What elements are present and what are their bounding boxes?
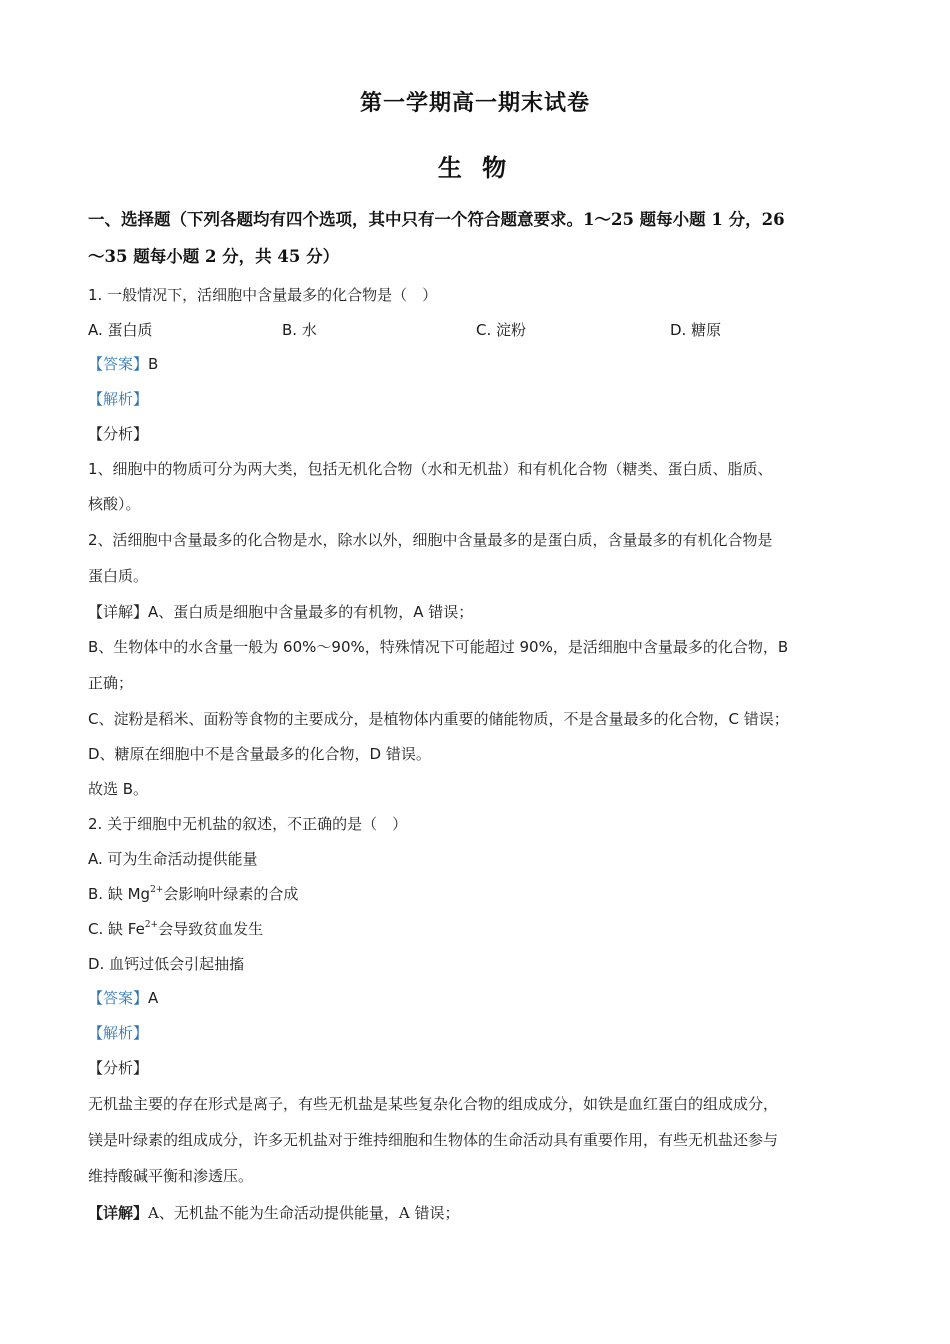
detail-label: 【详解】: [88, 603, 149, 621]
question-2-analysis-label: 【分析】: [88, 1059, 149, 1077]
question-2-option-b: [88, 884, 298, 904]
question-2-analysis-line: 无机盐主要的存在形式是离子，有些无机盐是某些复杂化合物的组成成分，如铁是血红蛋白的组成成分，: [88, 1095, 779, 1113]
question-1-conclusion: 故选 B。: [88, 780, 149, 798]
subject-title: 生 物: [437, 153, 513, 182]
detail-text: A、无机盐不能为生命活动提供能量，A 错误；: [148, 1204, 460, 1222]
option-text: D. 血钙过低会引起抽搐: [88, 955, 245, 973]
option-text: A. 可为生命活动提供能量: [88, 850, 258, 868]
option-text: B. 缺 Mg: [88, 885, 151, 903]
ion-charge: 2+: [150, 885, 164, 895]
option-text: 会导致贫血发生: [158, 920, 264, 938]
question-1-analysis-line: 1、细胞中的物质可分为两大类，包括无机化合物（水和无机盐）和有机化合物（糖类、蛋白质、脂质、: [88, 460, 773, 478]
detail-label: 【详解】: [88, 1204, 149, 1222]
question-2-detail: [88, 1203, 459, 1223]
question-1-explanation-label: 【解析】: [88, 390, 149, 408]
question-1-detail-line: B、生物体中的水含量一般为 60%～90%，特殊情况下可能超过 90%，是活细胞中含量最多的化合物，B: [88, 638, 789, 656]
question-2-answer: [88, 988, 158, 1008]
question-1-stem: 1. 一般情况下，活细胞中含量最多的化合物是（ ）: [88, 286, 438, 304]
question-1-option-c: C. 淀粉: [476, 321, 527, 339]
answer-label: 【答案】: [88, 355, 149, 373]
question-1-answer: [88, 354, 158, 374]
question-1-option-d: D. 糖原: [670, 321, 722, 339]
answer-label: 【答案】: [88, 989, 149, 1007]
question-2-option-d: [88, 954, 244, 974]
question-1-analysis-line: 蛋白质。: [88, 567, 149, 585]
option-text: C. 缺 Fe: [88, 920, 145, 938]
question-1-analysis-label: 【分析】: [88, 425, 149, 443]
question-2-option-a: [88, 849, 258, 869]
question-1-detail: [88, 602, 473, 622]
section-heading-line2: ～35 题每小题 2 分，共 45 分）: [88, 247, 340, 266]
document-title: 第一学期高一期末试卷: [359, 90, 590, 116]
answer-value: B: [148, 355, 159, 373]
question-2-analysis-line: 维持酸碱平衡和渗透压。: [88, 1167, 254, 1185]
question-2-option-c: [88, 919, 263, 939]
question-2-analysis-line: 镁是叶绿素的组成成分，许多无机盐对于维持细胞和生物体的生命活动具有重要作用，有些无机盐还参与: [88, 1131, 779, 1149]
question-2-stem: 2. 关于细胞中无机盐的叙述，不正确的是（ ）: [88, 815, 408, 833]
question-1-detail-line: 正确；: [88, 674, 134, 692]
ion-charge: 2+: [144, 920, 159, 930]
answer-value: A: [148, 989, 159, 1007]
question-1-option-b: B. 水: [282, 321, 317, 339]
question-1-option-a: A. 蛋白质: [88, 321, 153, 339]
question-1-analysis-line: 核酸）。: [88, 495, 141, 513]
question-2-explanation-label: 【解析】: [88, 1024, 149, 1042]
question-1-analysis-line: 2、活细胞中含量最多的化合物是水，除水以外，细胞中含量最多的是蛋白质，含量最多的有机化合物是: [88, 531, 773, 549]
question-1-detail-line: C、淀粉是稻米、面粉等食物的主要成分，是植物体内重要的储能物质，不是含量最多的化合物，C 错误；: [88, 710, 789, 728]
option-text: 会影响叶绿素的合成: [163, 885, 299, 903]
question-1-detail-line: D、糖原在细胞中不是含量最多的化合物，D 错误。: [88, 745, 431, 763]
detail-text: A、蛋白质是细胞中含量最多的有机物，A 错误；: [148, 603, 474, 621]
section-heading-line1: 一、选择题（下列各题均有四个选项，其中只有一个符合题意要求。1～25 题每小题 1 分，26: [88, 210, 785, 229]
